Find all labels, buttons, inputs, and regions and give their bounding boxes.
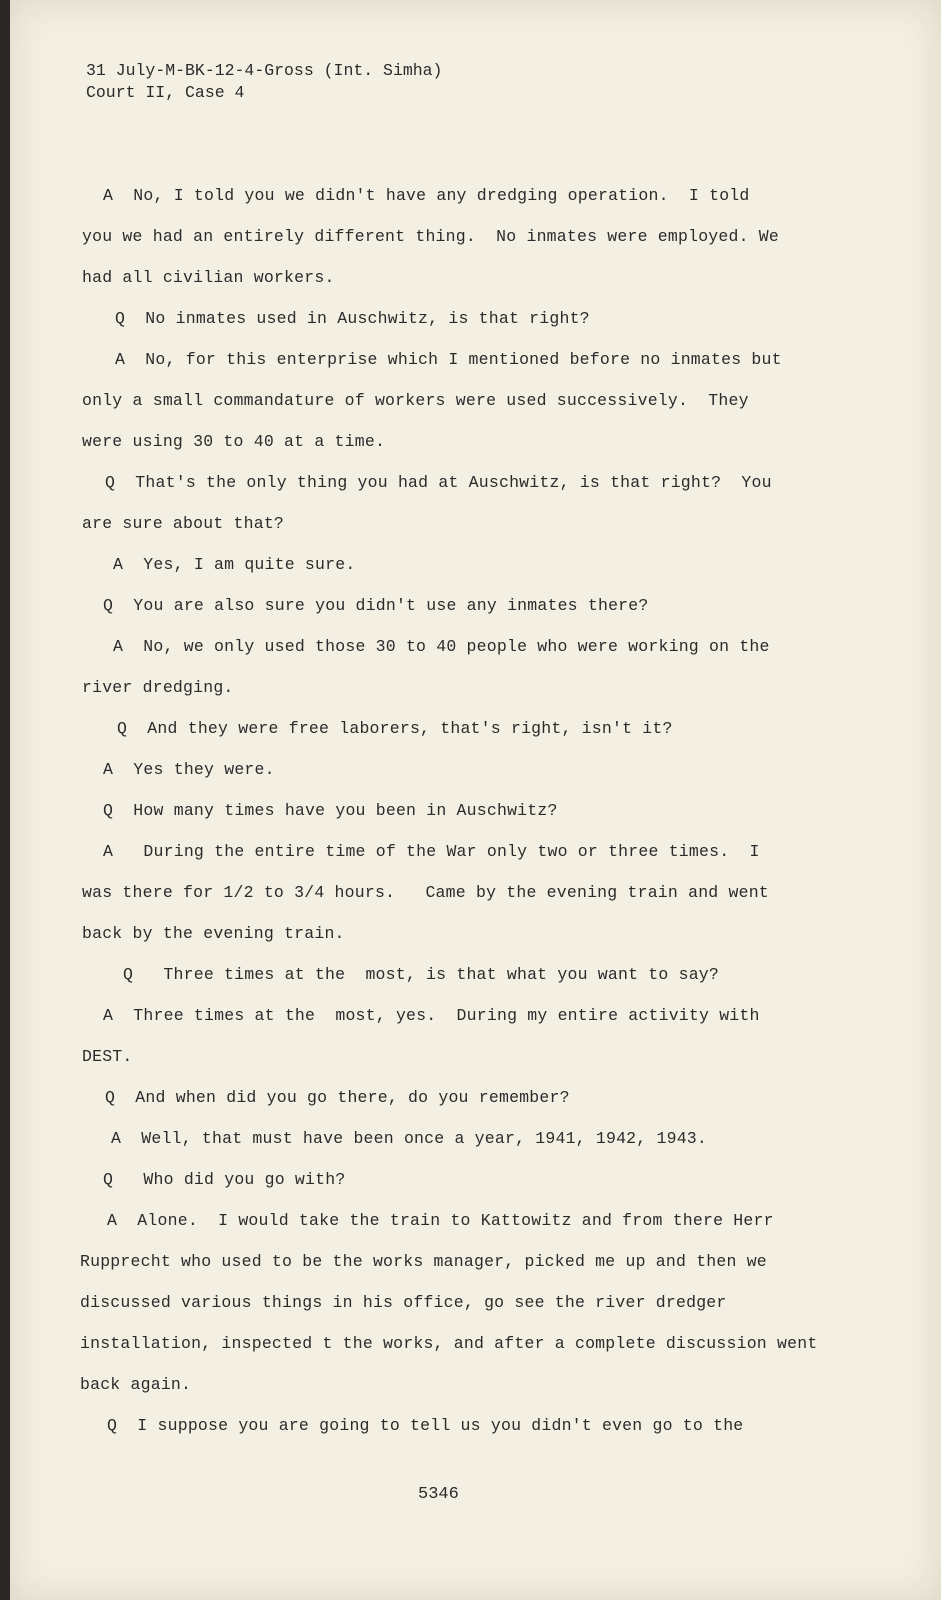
page-number: 5346 — [418, 1485, 459, 1504]
transcript-line: installation, inspected t the works, and after a complete discussion went — [80, 1334, 818, 1353]
transcript-line: discussed various things in his office, go see the river dredger — [80, 1293, 727, 1312]
transcript-line: Q How many times have you been in Auschwitz? — [103, 801, 558, 820]
transcript-line: Q Three times at the most, is that what you want to say? — [123, 965, 719, 984]
transcript-line: Q You are also sure you didn't use any inmates there? — [103, 596, 649, 615]
transcript-line: river dredging. — [82, 678, 234, 697]
transcript-line: A Yes, I am quite sure. — [113, 555, 356, 574]
document-header — [86, 60, 442, 104]
transcript-line: Q Who did you go with? — [103, 1170, 346, 1189]
transcript-line: DEST. — [82, 1047, 133, 1066]
transcript-line: are sure about that? — [82, 514, 285, 533]
transcript-line: A Three times at the most, yes. During my entire activity with — [103, 1006, 760, 1025]
transcript-line: only a small commandature of workers were used successively. They — [82, 391, 749, 410]
transcript-line: Q And when did you go there, do you remember? — [105, 1088, 570, 1107]
header-line-2: Court II, Case 4 — [86, 83, 245, 102]
transcript-line: A Alone. I would take the train to Kattowitz and from there Herr — [107, 1211, 774, 1230]
header-line-1: 31 July-M-BK-12-4-Gross (Int. Simha) — [86, 61, 443, 80]
transcript-line: Q And they were free laborers, that's right, isn't it? — [117, 719, 673, 738]
transcript-line: A No, we only used those 30 to 40 people who were working on the — [113, 637, 770, 656]
transcript-line: back by the evening train. — [82, 924, 345, 943]
transcript-line: Q No inmates used in Auschwitz, is that right? — [115, 309, 590, 328]
transcript-line: A Well, that must have been once a year, 1941, 1942, 1943. — [111, 1129, 707, 1148]
transcript-line: A During the entire time of the War only two or three times. I — [103, 842, 760, 861]
transcript-line: A Yes they were. — [103, 760, 275, 779]
transcript-line: A No, for this enterprise which I mentioned before no inmates but — [115, 350, 782, 369]
document-page — [10, 0, 941, 1600]
transcript-line: Q That's the only thing you had at Auschwitz, is that right? You — [105, 473, 772, 492]
transcript-line: you we had an entirely different thing. No inmates were employed. We — [82, 227, 780, 246]
transcript-line: was there for 1/2 to 3/4 hours. Came by the evening train and went — [82, 883, 769, 902]
transcript-line: Q I suppose you are going to tell us you didn't even go to the — [107, 1416, 744, 1435]
transcript-line: were using 30 to 40 at a time. — [82, 432, 386, 451]
transcript-line: had all civilian workers. — [82, 268, 335, 287]
transcript-line: A No, I told you we didn't have any dredging operation. I told — [103, 186, 750, 205]
transcript-line: Rupprecht who used to be the works manager, picked me up and then we — [80, 1252, 767, 1271]
transcript-line: back again. — [80, 1375, 192, 1394]
